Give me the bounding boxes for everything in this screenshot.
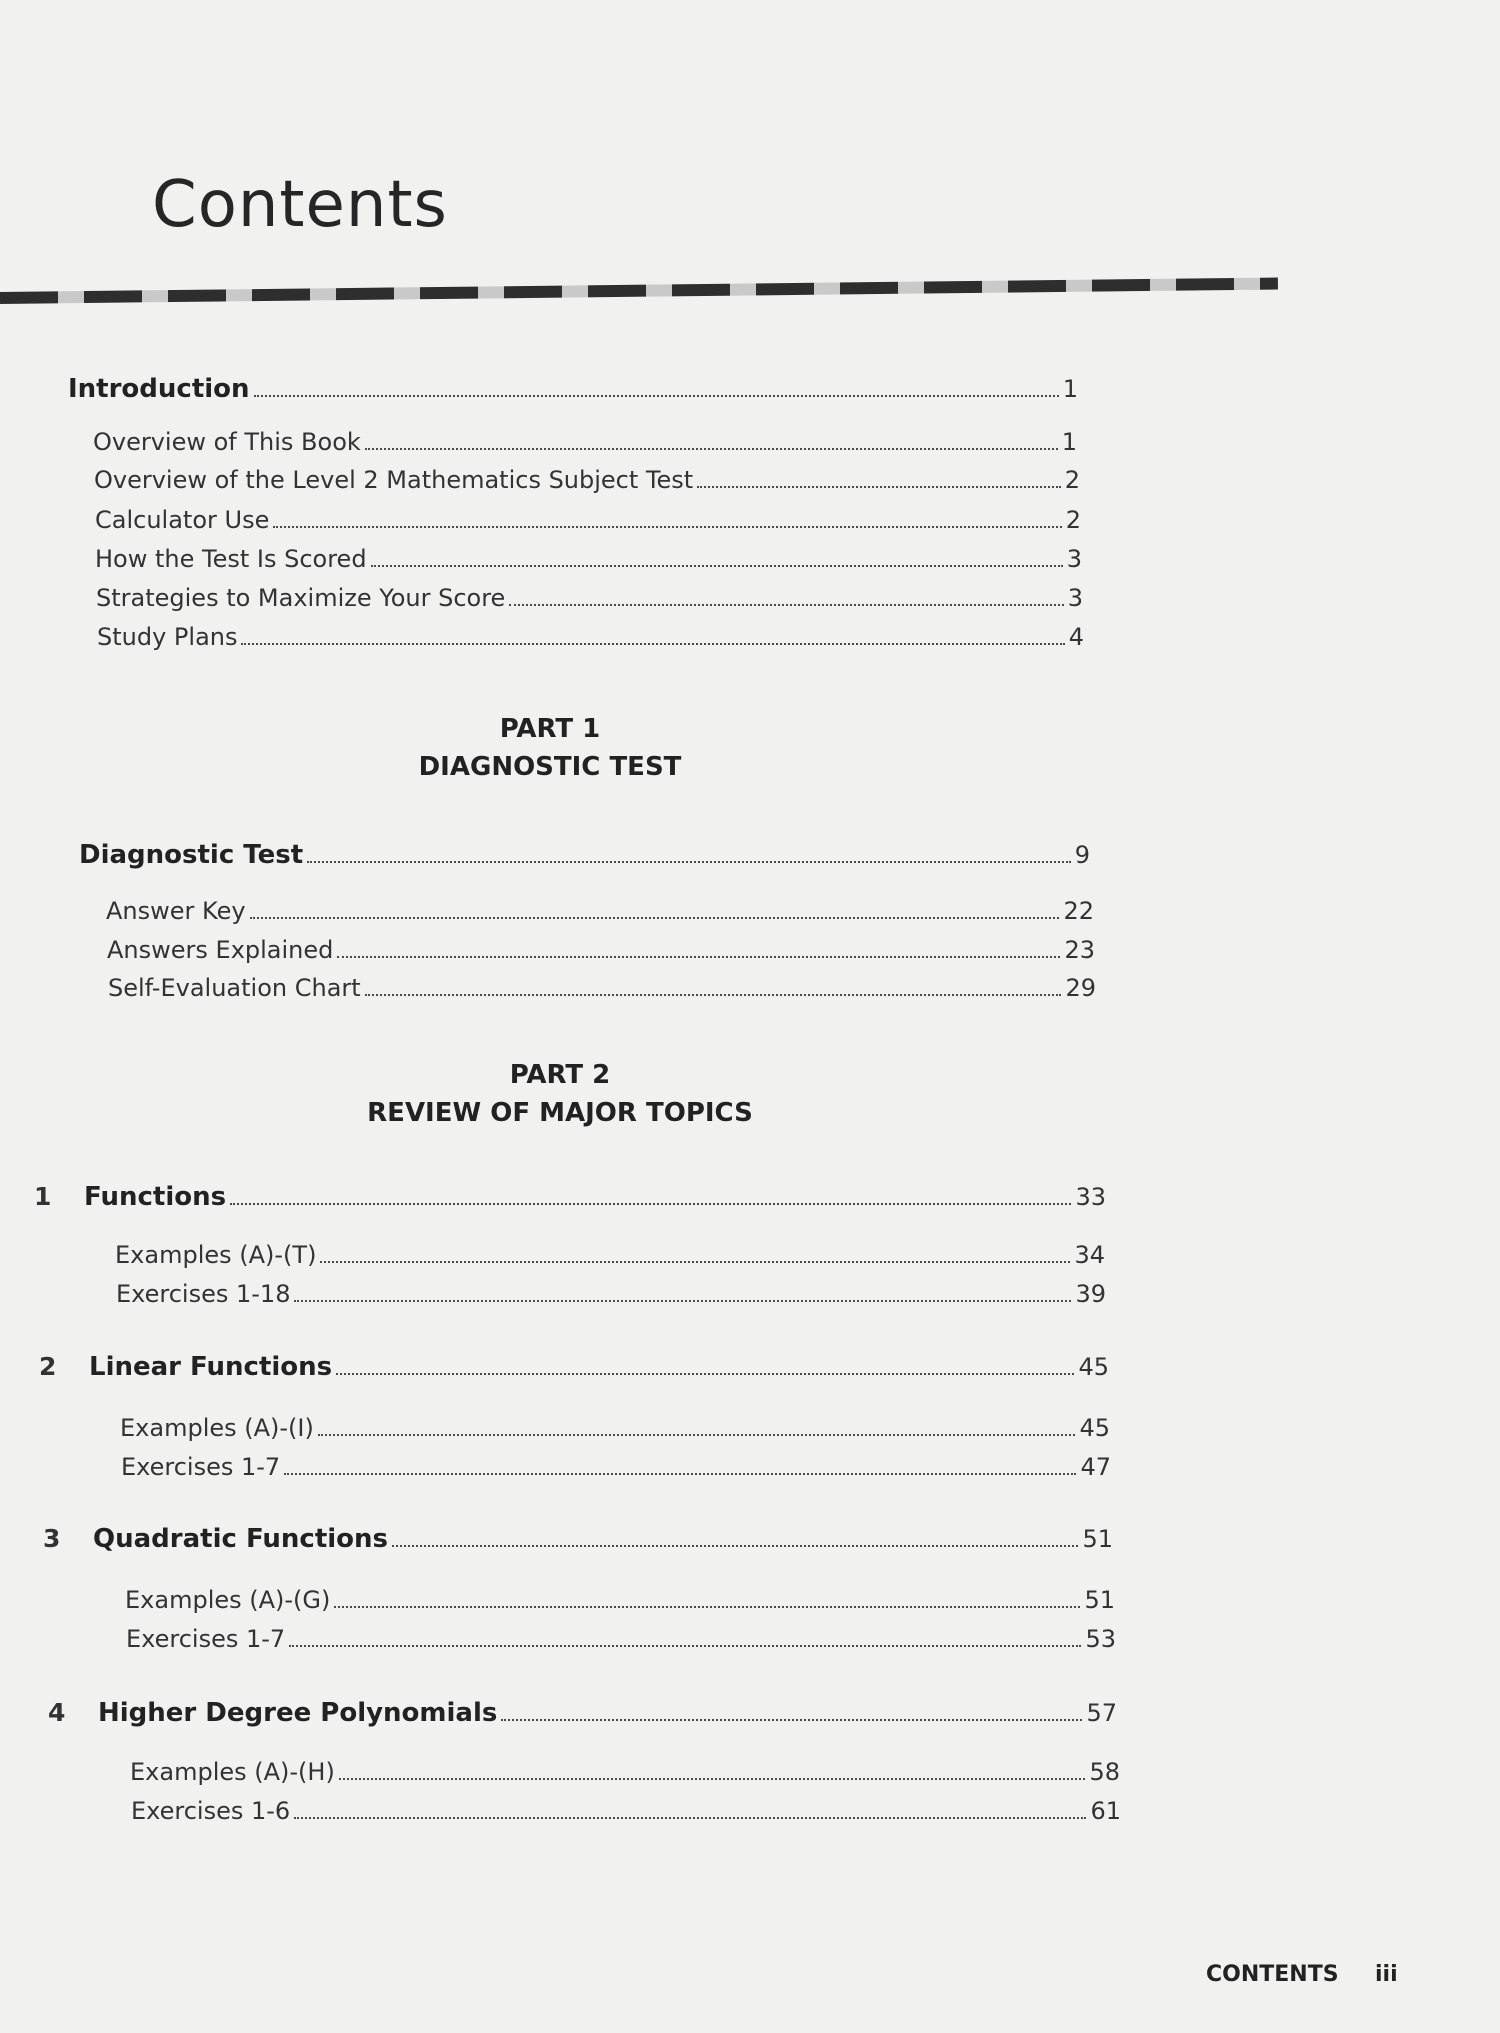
- dot-leader: [371, 565, 1063, 567]
- dot-leader: [509, 604, 1063, 606]
- toc-page-number: 3: [1066, 545, 1082, 573]
- toc-entry[interactable]: [106, 897, 1094, 925]
- dot-leader: [501, 1719, 1082, 1721]
- toc-page-number: 1: [1061, 428, 1077, 456]
- toc-page-number: 34: [1074, 1241, 1105, 1269]
- part-title: REVIEW OF MAJOR TOPICS: [367, 1098, 753, 1128]
- toc-entry-label: Answer Key: [106, 897, 246, 925]
- toc-chapter-3[interactable]: [43, 1524, 1113, 1554]
- toc-entry-label: Exercises 1-6: [131, 1797, 291, 1825]
- toc-page-number: 9: [1074, 841, 1090, 869]
- toc-entry[interactable]: [120, 1414, 1110, 1442]
- toc-entry-label: How the Test Is Scored: [95, 545, 367, 573]
- chapter-number: 1: [34, 1182, 52, 1211]
- dot-leader: [697, 486, 1061, 488]
- toc-entry-label: Overview of This Book: [93, 428, 361, 456]
- chapter-number: 4: [48, 1698, 66, 1727]
- toc-page-number: 2: [1065, 506, 1081, 534]
- dot-leader: [307, 861, 1071, 863]
- dot-leader: [336, 1373, 1074, 1375]
- toc-entry-label: Introduction: [68, 374, 250, 404]
- toc-entry[interactable]: [115, 1241, 1105, 1269]
- toc-entry[interactable]: [116, 1280, 1106, 1308]
- toc-entry-label: Functions: [84, 1182, 227, 1212]
- toc-page-number: 58: [1089, 1758, 1120, 1786]
- dot-leader: [365, 448, 1058, 450]
- toc-page-number: 1: [1062, 375, 1078, 403]
- toc-entry[interactable]: [121, 1453, 1111, 1481]
- toc-page-number: 4: [1068, 623, 1084, 651]
- dot-leader: [365, 994, 1062, 996]
- toc-entry-label: Higher Degree Polynomials: [98, 1698, 498, 1728]
- toc-chapter-2[interactable]: [39, 1352, 1109, 1382]
- toc-chapter-4[interactable]: [48, 1698, 1117, 1728]
- running-footer-section: CONTENTS: [1206, 1962, 1339, 1987]
- toc-entry[interactable]: [131, 1797, 1121, 1825]
- toc-page-number: 29: [1065, 974, 1096, 1002]
- toc-page-number: 3: [1067, 584, 1083, 612]
- dot-leader: [294, 1817, 1086, 1819]
- chapter-number: 3: [43, 1524, 61, 1553]
- toc-entry-label: Calculator Use: [95, 506, 270, 534]
- part-heading: [340, 1056, 780, 1132]
- toc-entry-label: Examples (A)-(I): [120, 1414, 314, 1442]
- toc-entry-label: Quadratic Functions: [93, 1524, 389, 1554]
- part-heading: [380, 710, 720, 786]
- toc-entry-label: Answers Explained: [107, 936, 334, 964]
- part-label: PART 1: [499, 714, 601, 744]
- dot-leader: [392, 1545, 1078, 1547]
- part-title: DIAGNOSTIC TEST: [418, 752, 682, 782]
- toc-page-number: 39: [1075, 1280, 1106, 1308]
- toc-entry-label: Examples (A)-(G): [125, 1586, 331, 1614]
- toc-page-number: 45: [1079, 1414, 1110, 1442]
- toc-page-number: 51: [1082, 1525, 1113, 1553]
- toc-page-number: 53: [1085, 1625, 1116, 1653]
- toc-page-number: 47: [1080, 1453, 1111, 1481]
- toc-entry[interactable]: [94, 466, 1080, 494]
- toc-entry[interactable]: [107, 936, 1095, 964]
- toc-entry-diagnostic-test[interactable]: [79, 840, 1090, 870]
- dot-leader: [294, 1300, 1071, 1302]
- toc-entry[interactable]: [108, 974, 1096, 1002]
- toc-entry[interactable]: [125, 1586, 1115, 1614]
- toc-entry-label: Exercises 1-18: [116, 1280, 291, 1308]
- toc-page-number: 51: [1084, 1586, 1115, 1614]
- dot-leader: [241, 643, 1064, 645]
- toc-chapter-1[interactable]: [34, 1182, 1106, 1212]
- toc-entry[interactable]: [96, 584, 1083, 612]
- part-label: PART 2: [509, 1060, 611, 1090]
- dot-leader: [320, 1261, 1070, 1263]
- toc-entry[interactable]: [93, 428, 1077, 456]
- toc-entry-label: Examples (A)-(H): [130, 1758, 335, 1786]
- toc-entry[interactable]: [97, 623, 1084, 651]
- chapter-number: 2: [39, 1352, 57, 1381]
- toc-entry[interactable]: [130, 1758, 1120, 1786]
- dot-leader: [339, 1778, 1086, 1780]
- dot-leader: [273, 526, 1061, 528]
- dot-leader: [250, 917, 1060, 919]
- toc-entry[interactable]: [95, 545, 1082, 573]
- toc-page-number: 23: [1064, 936, 1095, 964]
- toc-entry-label: Linear Functions: [89, 1352, 333, 1382]
- toc-entry-label: Exercises 1-7: [126, 1625, 286, 1653]
- toc-page-number: 22: [1063, 897, 1094, 925]
- toc-entry[interactable]: [95, 506, 1081, 534]
- toc-entry-label: Examples (A)-(T): [115, 1241, 317, 1269]
- toc-entry-label: Diagnostic Test: [79, 840, 304, 870]
- dot-leader: [334, 1606, 1080, 1608]
- toc-entry-label: Exercises 1-7: [121, 1453, 281, 1481]
- toc-entry-label: Study Plans: [97, 623, 238, 651]
- dot-leader: [230, 1203, 1071, 1205]
- page-number: iii: [1375, 1962, 1398, 1987]
- dashed-divider: [0, 278, 1278, 304]
- dot-leader: [337, 956, 1060, 958]
- toc-entry-introduction[interactable]: [68, 374, 1078, 404]
- dot-leader: [318, 1434, 1076, 1436]
- toc-entry-label: Overview of the Level 2 Mathematics Subject Test: [94, 466, 694, 494]
- page-title: Contents: [152, 168, 448, 242]
- toc-entry-label: Strategies to Maximize Your Score: [96, 584, 506, 612]
- toc-page-number: 2: [1064, 466, 1080, 494]
- toc-entry-label: Self-Evaluation Chart: [108, 974, 361, 1002]
- toc-entry[interactable]: [126, 1625, 1116, 1653]
- toc-page-number: 61: [1090, 1797, 1121, 1825]
- dot-leader: [284, 1473, 1076, 1475]
- dot-leader: [289, 1645, 1081, 1647]
- toc-page-number: 45: [1078, 1353, 1109, 1381]
- toc-page-number: 33: [1075, 1183, 1106, 1211]
- toc-page-number: 57: [1086, 1699, 1117, 1727]
- dot-leader: [254, 395, 1059, 397]
